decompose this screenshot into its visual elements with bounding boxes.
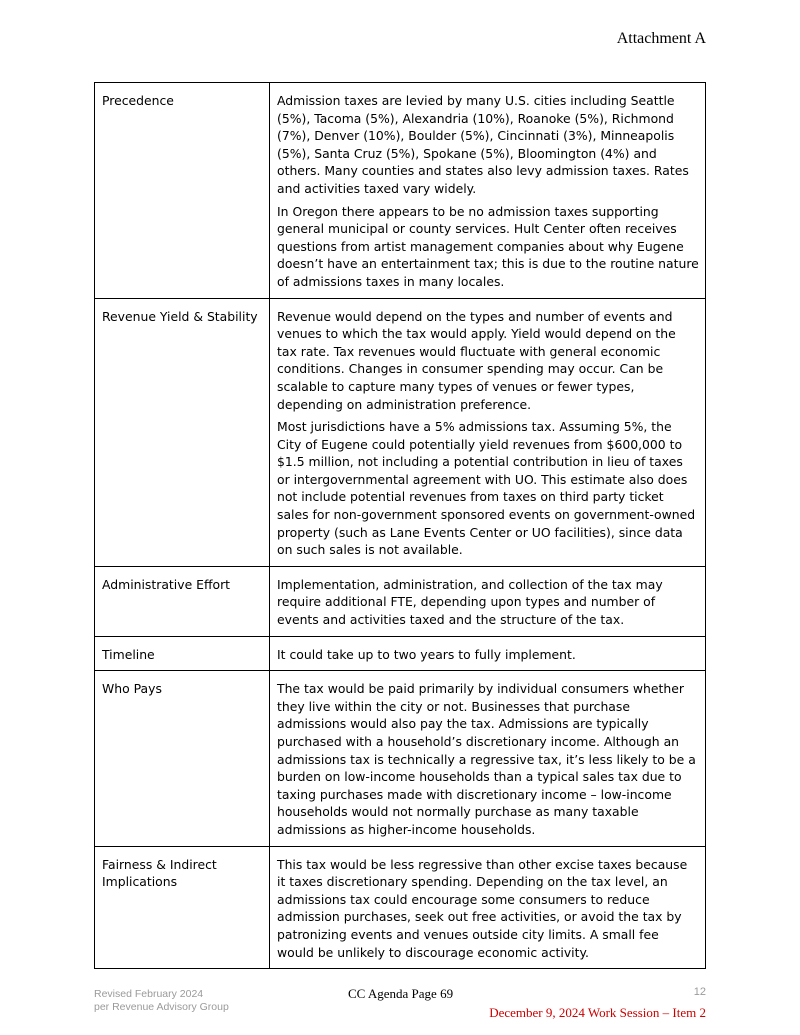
row-content xyxy=(270,671,706,846)
agenda-page: CC Agenda Page 69 xyxy=(348,986,454,1001)
paragraph: Revenue would depend on the types and number of events and venues to which the tax would apply. Yield would depend on the tax rate. Tax revenues would fluctuate with general economic conditions. Changes in consumer spending may occur. Can be scalable to capture many types of venues or fewer types, depending on administration preference. xyxy=(277,308,676,412)
page-number: 12 xyxy=(693,986,706,998)
work-session-label: December 9, 2024 Work Session – Item 2 xyxy=(489,1005,706,1020)
row-label: Precedence xyxy=(95,83,270,299)
revision-note xyxy=(94,988,229,1014)
row-content xyxy=(270,636,706,671)
paragraph: Most jurisdictions have a 5% admissions tax. Assuming 5%, the City of Eugene could potentially yield revenues from $600,000 to $1.5 million, not including a potential contribution in lieu of taxes or intergovernmental agreement with UO. This estimate also does not include potential revenues from taxes on third party ticket sales for non-government sponsored events on government-owned property (such as Lane Events Center or UO facilities), since data on such sales is not available. xyxy=(277,419,696,558)
attachment-label: Attachment A xyxy=(616,30,706,47)
row-content xyxy=(270,846,706,969)
paragraph: The tax would be paid primarily by individual consumers whether they live within the city or not. Businesses that purchase admissions would also pay the tax. Admissions are typically purchased with a household’s discretionary income. Although an admissions tax is technically a regressive tax, it’s less likely to be a burden on low-income households than a typical sales tax due to taxing purchases made with discretionary income – low-income households would not normally purchase as many taxable admissions as higher-income households. xyxy=(277,681,696,837)
revision-line: per Revenue Advisory Group xyxy=(94,1001,229,1013)
revision-line: Revised February 2024 xyxy=(94,988,204,1000)
policy-table xyxy=(94,82,706,969)
row-content xyxy=(270,298,706,566)
row-label: Revenue Yield & Stability xyxy=(95,298,270,566)
table-row xyxy=(95,846,706,969)
table-row xyxy=(95,671,706,846)
table-row xyxy=(95,636,706,671)
row-label: Fairness & Indirect Implications xyxy=(95,846,270,969)
row-label: Administrative Effort xyxy=(95,566,270,636)
table-row xyxy=(95,298,706,566)
row-label: Timeline xyxy=(95,636,270,671)
paragraph: Admission taxes are levied by many U.S. cities including Seattle (5%), Tacoma (5%), Alexandria (10%), Roanoke (5%), Richmond (7%), Denver (10%), Boulder (5%), Cincinnati (3%), Minneapolis (5%), Santa Cruz (5%), Spokane (5%), Bloomington (4%) and others. Many counties and states also levy admission taxes. Rates and activities taxed vary widely. xyxy=(277,93,689,196)
row-label: Who Pays xyxy=(95,671,270,846)
paragraph: This tax would be less regressive than other excise taxes because it taxes discretionary spending. Depending on the tax level, an admissions tax could encourage some consumers to reduce admission purchases, seek out free activities, or avoid the tax by patronizing events and venues outside city limits. A small fee would be unlikely to discourage economic activity. xyxy=(277,856,688,960)
table-row xyxy=(95,566,706,636)
paragraph: Implementation, administration, and collection of the tax may require additional FTE, depending upon types and number of events and activities taxed and the structure of the tax. xyxy=(277,576,663,628)
row-content xyxy=(270,83,706,299)
table-row xyxy=(95,83,706,299)
row-content xyxy=(270,566,706,636)
paragraph: In Oregon there appears to be no admission taxes supporting general municipal or county services. Hult Center often receives questions from artist management companies about why Eugene doesn’t have an entertainment tax; this is due to the routine nature of admissions taxes in many locales. xyxy=(277,203,699,289)
paragraph: It could take up to two years to fully implement. xyxy=(277,646,576,662)
